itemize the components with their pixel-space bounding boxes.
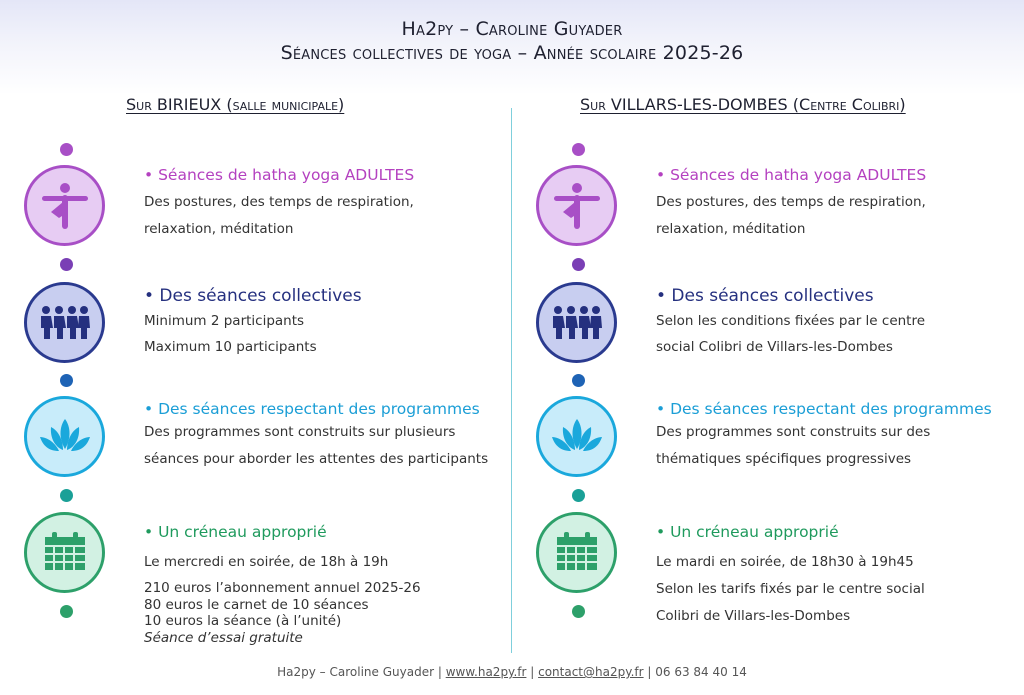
section-line: Maximum 10 participants bbox=[144, 339, 317, 355]
timeline-dot bbox=[60, 258, 73, 271]
section-line: Des programmes sont construits sur plusieurs bbox=[144, 424, 456, 440]
section-line: Selon les conditions fixées par le centre bbox=[656, 313, 926, 329]
website-link[interactable]: www.ha2py.fr bbox=[445, 665, 527, 679]
footer bbox=[0, 665, 1024, 679]
price-line: 10 euros la séance (à l’unité) bbox=[144, 613, 342, 629]
timeline-dot bbox=[572, 258, 585, 271]
column-heading: Sur BIRIEUX (salle municipale) bbox=[126, 95, 345, 114]
group-people-icon bbox=[24, 282, 105, 363]
section-programmes bbox=[144, 400, 504, 473]
timeline-dot bbox=[572, 374, 585, 387]
page-title: Ha2py – Caroline Guyader bbox=[401, 18, 623, 40]
section-title: • Un créneau approprié bbox=[144, 523, 327, 541]
section-line: relaxation, méditation bbox=[656, 221, 806, 237]
footer-separator: | bbox=[643, 665, 656, 679]
page-subtitle: Séances collectives de yoga – Année scolaire 2025-26 bbox=[280, 42, 744, 64]
section-line: Le mardi en soirée, de 18h30 à 19h45 bbox=[656, 554, 914, 570]
calendar-icon bbox=[24, 512, 105, 593]
section-title: • Des séances respectant des programmes bbox=[144, 400, 480, 418]
timeline-dot bbox=[572, 143, 585, 156]
timeline-dot bbox=[60, 143, 73, 156]
phone-number: 06 63 84 40 14 bbox=[655, 665, 747, 679]
section-line: thématiques spécifiques progressives bbox=[656, 451, 912, 467]
timeline-dot bbox=[60, 489, 73, 502]
section-title: • Des séances collectives bbox=[656, 286, 874, 306]
section-hatha bbox=[656, 166, 1016, 243]
yoga-tree-pose-icon bbox=[24, 165, 105, 246]
section-line: Selon les tarifs fixés par le centre social bbox=[656, 581, 925, 597]
section-title: • Des séances collectives bbox=[144, 286, 362, 306]
section-title: • Séances de hatha yoga ADULTES bbox=[144, 166, 415, 184]
section-line: social Colibri de Villars-les-Dombes bbox=[656, 339, 893, 355]
section-line: Le mercredi en soirée, de 18h à 19h bbox=[144, 554, 389, 570]
section-collective bbox=[656, 286, 1016, 360]
timeline-dot bbox=[60, 605, 73, 618]
price-line: 210 euros l’abonnement annuel 2025-26 bbox=[144, 580, 421, 596]
yoga-tree-pose-icon bbox=[536, 165, 617, 246]
lotus-icon bbox=[536, 396, 617, 477]
email-link[interactable]: contact@ha2py.fr bbox=[538, 665, 644, 679]
calendar-icon bbox=[536, 512, 617, 593]
section-line: Minimum 2 participants bbox=[144, 313, 305, 329]
section-line: Colibri de Villars-les-Dombes bbox=[656, 608, 851, 624]
section-title: • Un créneau approprié bbox=[656, 523, 839, 541]
section-line: Des postures, des temps de respiration, bbox=[144, 194, 414, 210]
timeline-dot bbox=[572, 489, 585, 502]
footer-separator: | bbox=[526, 665, 539, 679]
section-title: • Des séances respectant des programmes bbox=[656, 400, 992, 418]
section-creneau bbox=[656, 523, 1016, 630]
timeline-dot bbox=[60, 374, 73, 387]
column-villars bbox=[512, 0, 1024, 695]
timeline-dot bbox=[572, 605, 585, 618]
column-heading: Sur VILLARS-LES-DOMBES (Centre Colibri) bbox=[580, 95, 906, 114]
lotus-icon bbox=[24, 396, 105, 477]
group-people-icon bbox=[536, 282, 617, 363]
section-title: • Séances de hatha yoga ADULTES bbox=[656, 166, 927, 184]
price-list bbox=[144, 580, 504, 646]
footer-name: Ha2py – Caroline Guyader | bbox=[277, 665, 446, 679]
section-line: Des programmes sont construits sur des bbox=[656, 424, 931, 440]
section-programmes bbox=[656, 400, 1016, 473]
section-collective bbox=[144, 286, 504, 360]
section-hatha bbox=[144, 166, 504, 243]
section-line: Des postures, des temps de respiration, bbox=[656, 194, 926, 210]
price-line: 80 euros le carnet de 10 séances bbox=[144, 596, 369, 613]
section-line: séances pour aborder les attentes des participants bbox=[144, 451, 489, 467]
section-line: relaxation, méditation bbox=[144, 221, 294, 237]
section-creneau bbox=[144, 523, 504, 646]
trial-note: Séance d’essai gratuite bbox=[144, 629, 303, 646]
